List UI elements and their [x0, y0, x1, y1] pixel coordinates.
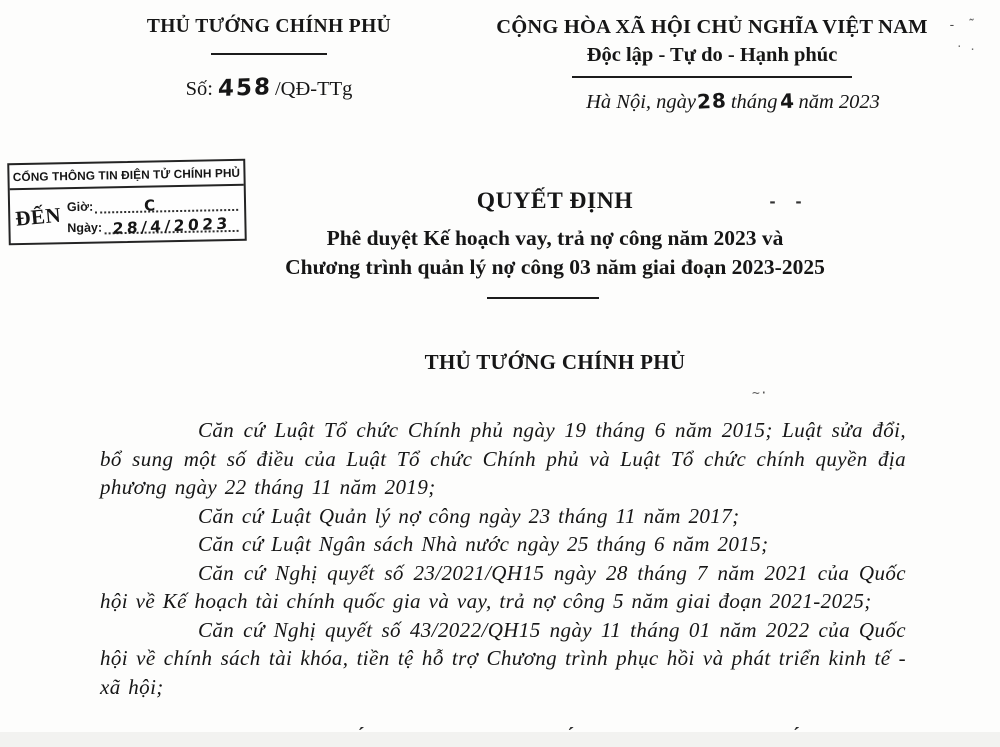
stamp-time-label: Giờ: — [66, 199, 94, 215]
legal-basis-paragraph: Căn cứ Luật Quản lý nợ công ngày 23 tháng 11 năm 2017; — [198, 503, 740, 528]
scan-artifact: ˊ — [793, 724, 800, 746]
issuing-authority-underline — [211, 53, 327, 55]
document-body — [100, 416, 906, 701]
handwritten-month: 4 — [778, 88, 796, 114]
document-type-heading: QUYẾT ĐỊNH — [476, 188, 634, 214]
stamp-office-name: CỔNG THÔNG TIN ĐIỆN TỬ CHÍNH PHỦ — [9, 161, 243, 190]
legal-basis-paragraph: Căn cứ Nghị quyết số 43/2022/QH15 ngày 11 tháng 01 năm 2022 của Quốc hội về chính sách tài khóa, tiền tệ hỗ trợ Chương trình phục hồi và phát triển kinh tế - xã hội; — [100, 617, 906, 699]
scan-artifact: - - — [768, 193, 808, 211]
document-number-handwritten-value: 458 — [217, 74, 273, 102]
scan-artifact: ˊ — [567, 724, 575, 746]
document-number — [128, 75, 410, 101]
national-header-block — [458, 16, 966, 114]
scan-artifact: - ˜ — [948, 18, 978, 33]
title-underline — [487, 297, 599, 299]
scan-artifact: · . — [956, 40, 976, 53]
legal-basis-paragraph: Căn cứ Luật Tổ chức Chính phủ ngày 19 tháng 6 năm 2015; Luật sửa đổi, bổ sung một số điều của Luật Tổ chức Chính phủ và Luật Tổ chức chính quyền địa phương ngày 22 tháng 11 năm 2019; — [100, 418, 906, 499]
issuing-authority-name: THỦ TƯỚNG CHÍNH PHỦ — [146, 16, 392, 37]
handwritten-day: 28 — [696, 88, 728, 114]
scan-artifact: ˊ — [357, 724, 365, 746]
document-title-line2: Chương trình quản lý nợ công 03 năm giai đoạn 2023-2025 — [285, 255, 825, 279]
stamp-date-label: Ngày: — [67, 220, 103, 236]
stamp-time-handwritten-value: C — [143, 196, 156, 215]
stamp-received-label: ĐẾN — [14, 202, 63, 231]
national-motto: Độc lập - Tự do - Hạnh phúc — [586, 44, 838, 66]
legal-basis-paragraph: Căn cứ Luật Ngân sách Nhà nước ngày 25 tháng 6 năm 2015; — [198, 532, 769, 556]
date-prefix: Hà Nội, ngày — [586, 91, 696, 113]
issuer-heading: THỦ TƯỚNG CHÍNH PHỦ — [424, 350, 686, 374]
document-number-suffix: /QĐ-TTg — [274, 78, 353, 100]
stamp-date-handwritten-value: 28/4/2023 — [111, 214, 231, 238]
date-suffix: năm 2023 — [798, 91, 880, 113]
legal-basis-paragraph: Căn cứ Nghị quyết số 23/2021/QH15 ngày 28 tháng 7 năm 2021 của Quốc hội về Kế hoạch tài chính quốc gia và vay, trả nợ công 5 năm giai đoạn 2021-2025; — [100, 560, 906, 613]
document-title-line1: Phê duyệt Kế hoạch vay, trả nợ công năm 2023 và — [326, 226, 784, 250]
date-middle: tháng — [730, 91, 778, 113]
country-name: CỘNG HÒA XÃ HỘI CHỦ NGHĨA VIỆT NAM — [496, 16, 928, 38]
motto-underline — [572, 76, 852, 78]
document-title-block — [110, 188, 1000, 299]
place-date-line — [500, 89, 966, 114]
document-number-label: Số: — [185, 78, 213, 100]
issuing-authority-block — [128, 16, 410, 101]
scan-artifact: ~· — [752, 386, 768, 401]
clipped-next-line — [100, 724, 906, 746]
